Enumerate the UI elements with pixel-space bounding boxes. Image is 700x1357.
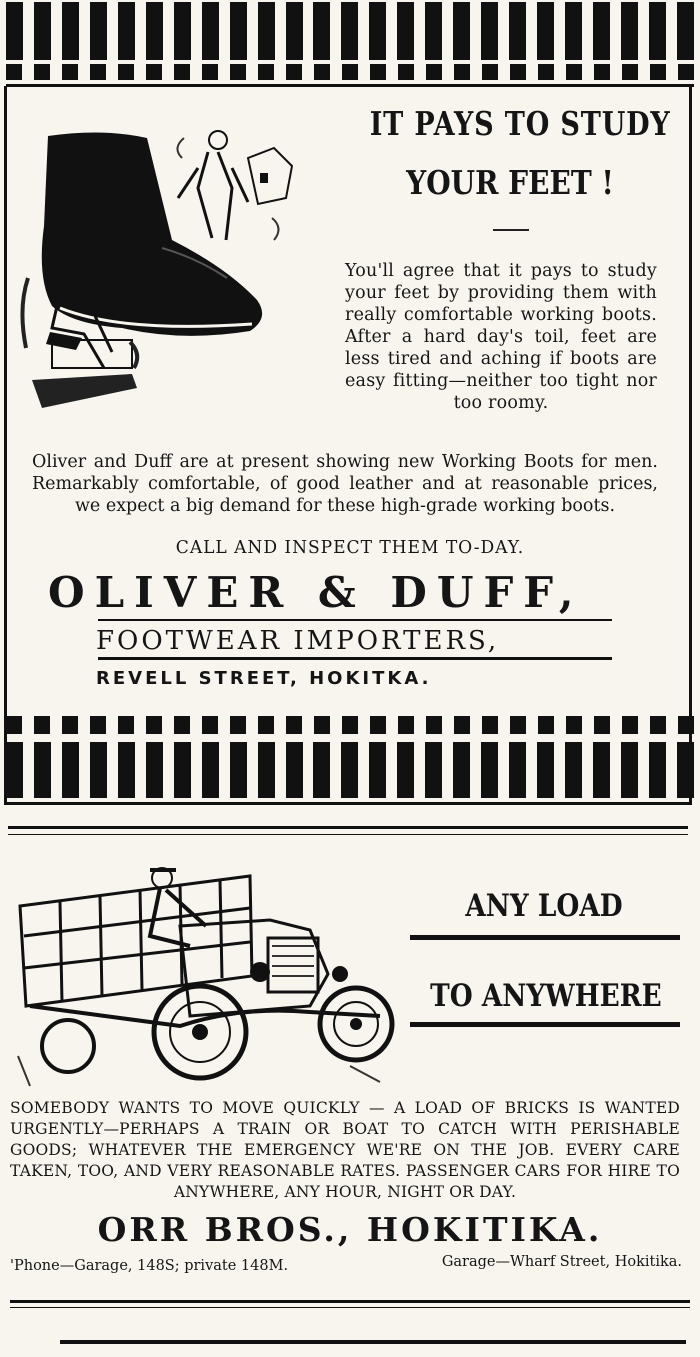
ad1-bottom-rule: [4, 802, 692, 805]
ad1-tagline: FOOTWEAR IMPORTERS,: [96, 626, 500, 656]
brand-rule-upper: [98, 619, 612, 621]
phone-numbers: 'Phone—Garage, 148S; private 148M.: [10, 1258, 289, 1274]
ad1-headline-line2: YOUR FEET !: [406, 163, 614, 202]
separator-rule-1: [8, 826, 688, 829]
top-border-stripes: [6, 2, 694, 60]
ad1-brand-name: OLIVER & DUFF,: [48, 568, 584, 617]
ad1-headline-line1: IT PAYS TO STUDY: [369, 104, 671, 143]
bottom-border-squares: [6, 716, 694, 734]
next-ad-edge: [60, 1340, 686, 1344]
bottom-separator-2: [10, 1307, 690, 1308]
ad2-headline-line2: TO ANYWHERE: [430, 978, 662, 1014]
separator-rule-2: [8, 834, 688, 835]
headline-rule-1: [410, 935, 680, 940]
call-to-action: CALL AND INSPECT THEM TO-DAY.: [175, 537, 525, 558]
ad1-address: REVELL STREET, HOKITKA.: [96, 668, 432, 689]
top-border-squares: [6, 64, 694, 80]
brand-rule-lower: [98, 657, 612, 660]
ad2-headline-line1: ANY LOAD: [465, 888, 623, 924]
bottom-border-stripes: [6, 742, 694, 798]
ad2-brand-name: ORR BROS., HOKITIKA.: [97, 1210, 603, 1249]
ad2-body-text: SOMEBODY WANTS TO MOVE QUICKLY — A LOAD OF BRICKS IS WANTED URGENTLY—PERHAPS A TRAIN OR BOAT TO CATCH WITH PERISHABLE GOODS; WHATEVER THE EMERGENCY WE'RE ON THE JOB. EVERY CARE TAKEN, TOO, AND VERY REASONABLE RATES. PASSENGER CARS FOR HIRE TO ANYWHERE, ANY HOUR, NIGHT OR DAY.: [10, 1099, 680, 1201]
ad1-offer-text: Oliver and Duff are at present showing new Working Boots for men. Remarkably comfortable, of good leather and at reasonable prices, we expect a big demand for these high-grade working boots.: [32, 452, 658, 516]
truck-illustration-icon: [10, 856, 400, 1090]
headline-divider: [493, 229, 529, 231]
ad1-intro-text: You'll agree that it pays to study your feet by providing them with really comfortable working boots. After a hard day's toil, feet are less tired and aching if boots are easy fitting—neither too tight nor too roomy.: [345, 261, 657, 413]
bottom-separator-1: [10, 1300, 690, 1303]
garage-address: Garage—Wharf Street, Hokitika.: [441, 1254, 682, 1270]
boot-illustration-icon: [12, 128, 297, 440]
headline-rule-2: [410, 1022, 680, 1027]
